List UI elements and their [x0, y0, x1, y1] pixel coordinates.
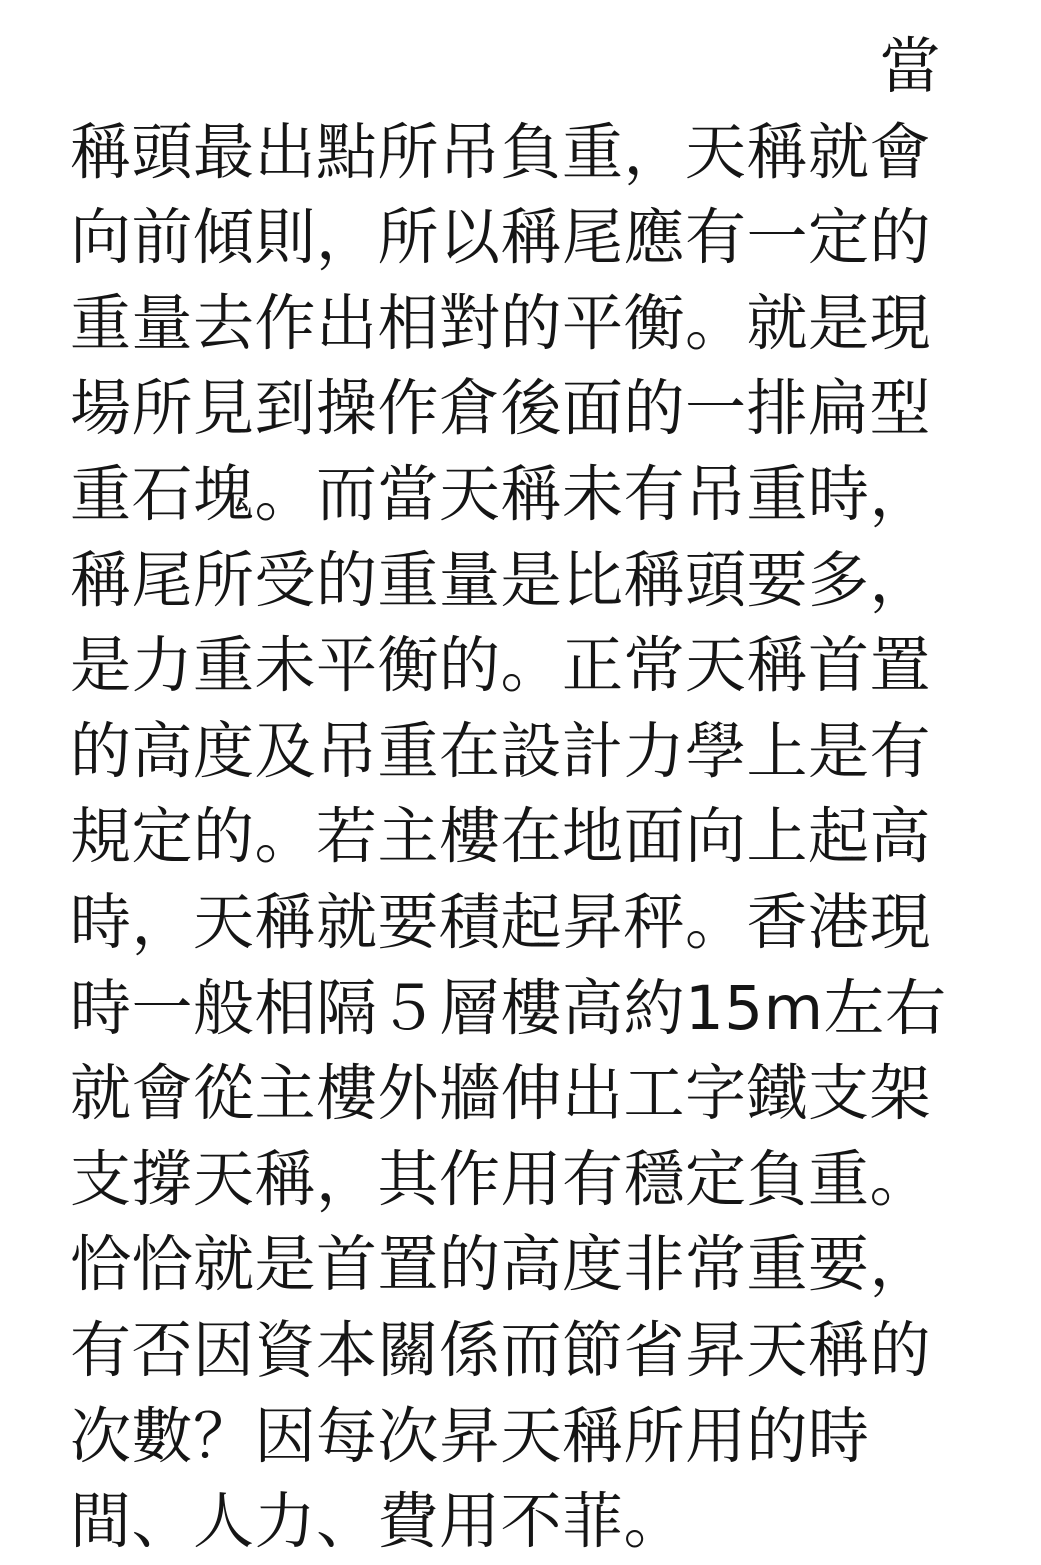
message-text-block	[70, 24, 947, 1565]
text-line: 是力重未平衡的。正常天稱首置	[70, 630, 932, 702]
text-line: 當	[879, 31, 941, 102]
text-line: 恰恰就是首置的高度非常重要，	[70, 1229, 932, 1301]
text-line: 時，天稱就要積起昇秤。香港現	[70, 886, 932, 958]
text-line: 稱頭最出點所吊負重，天稱就會	[70, 116, 932, 188]
text-line: 支撐天稱，其作用有穩定負重。	[70, 1143, 932, 1215]
text-line: 向前傾則，所以稱尾應有一定的	[70, 202, 932, 274]
text-line: 時一般相隔５層樓高約15m左右	[70, 972, 947, 1044]
text-line: 規定的。若主樓在地面向上起高	[70, 801, 932, 873]
text-line: 場所見到操作倉後面的一排扁型	[70, 373, 932, 445]
text-line: 有否因資本關係而節省昇天稱的	[70, 1314, 932, 1386]
text-line: 重石塊。而當天稱未有吊重時，	[70, 458, 932, 530]
text-line: 就會從主樓外牆伸出工字鐵支架	[70, 1058, 932, 1130]
text-line: 間、人力、費用不菲。	[70, 1486, 686, 1558]
text-line: 稱尾所受的重量是比稱頭要多，	[70, 544, 932, 616]
text-line: 重量去作出相對的平衡。就是現	[70, 287, 932, 359]
text-line: 的高度及吊重在設計力學上是有	[70, 715, 932, 787]
text-line: 次數？因每次昇天稱所用的時	[70, 1400, 870, 1472]
